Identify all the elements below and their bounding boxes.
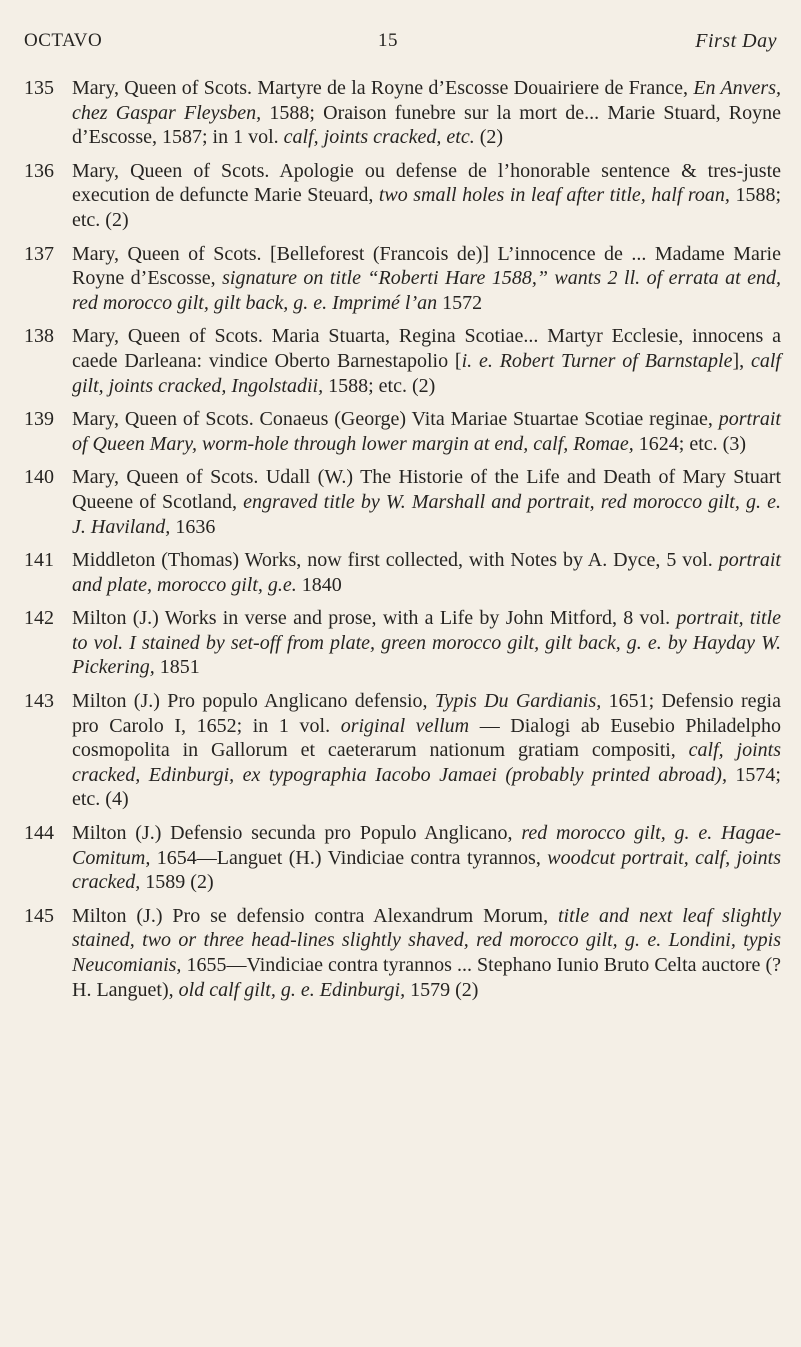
lot-entry [24, 689, 781, 812]
lot-number: 144 [24, 822, 54, 845]
lot-description-text: ], [732, 349, 751, 372]
lot-description-text: 1655—Vindiciae contra tyrannos ... Stephano Iunio Bruto Celta auctore (? H. Languet), [72, 954, 781, 1001]
lot-description-italic: calf gilt, joints cracked, Ingolstadii, [72, 349, 781, 397]
lot-entry [24, 324, 781, 398]
lot-description [72, 465, 781, 539]
lot-description-text: Middleton (Thomas) Works, now first collected, with Notes by A. Dyce, 5 vol. [72, 549, 719, 572]
lot-description-text: Milton (J.) Pro populo Anglicano defensio, [72, 690, 435, 713]
lot-description-text: Mary, Queen of Scots. [Belleforest (Francois de)] L’innocence de ... Madame Marie Royne d’Escosse, [72, 242, 781, 290]
lot-entry [24, 606, 781, 680]
lot-description-text: 1651; Defensio regia pro Carolo I, 1652; in 1 vol. [72, 690, 781, 737]
lot-description-italic: portrait of Queen Mary, worm-hole through lower margin at end, calf, Romae, [72, 408, 781, 455]
lot-description-italic: calf, joints cracked, etc. [283, 126, 475, 149]
lot-description-italic: calf, joints cracked, Edinburgi, ex typographia Iacobo Jamaei (probably printed abroad), [72, 739, 781, 786]
lot-description [72, 407, 781, 456]
lot-description-italic: portrait, title to vol. I stained by set-off from plate, green morocco gilt, gilt back, g. e. by Hayday W. Pickering, [72, 607, 781, 679]
lot-description-italic: title and next leaf slightly stained, two or three head-lines slightly shaved, red morocco gilt, g. e. Londini, typis Neucomianis, [72, 904, 781, 976]
page-number: 15 [378, 30, 398, 51]
lot-description [72, 904, 781, 1002]
lot-entry [24, 242, 781, 316]
lot-description-text: 1624; etc. (3) [633, 432, 746, 455]
lot-description-text: 1574; etc. (4) [72, 763, 781, 811]
lot-description-text: 1588; etc. (2) [323, 374, 436, 397]
lot-description-text: Milton (J.) Works in verse and prose, with a Life by John Mitford, 8 vol. [72, 607, 677, 630]
lot-description-text: 1636 [170, 515, 216, 538]
lot-number: 139 [24, 408, 54, 431]
lot-entry [24, 465, 781, 539]
lot-entry [24, 821, 781, 895]
lot-description-text: Mary, Queen of Scots. Apologie ou defense de l’honorable sentence & tres-juste execution de defuncte Marie Steuard, [72, 159, 781, 207]
lot-number: 143 [24, 690, 54, 713]
lot-entry [24, 904, 781, 1002]
lot-description-italic: old calf gilt, g. e. Edinburgi, [178, 978, 406, 1001]
lot-description-italic: portrait and plate, morocco gilt, g.e. [72, 549, 781, 596]
page-header [24, 30, 777, 60]
lot-description-text: Mary, Queen of Scots. Conaeus (George) Vita Mariae Stuartae Scotiae reginae, [72, 408, 719, 431]
lot-description [72, 324, 781, 398]
lot-entry [24, 548, 781, 597]
lot-description-text: 1572 [437, 291, 483, 314]
lot-entry [24, 76, 781, 150]
lot-description-italic: two small holes in leaf after title, half roan, [378, 184, 730, 207]
lot-description-text: 1851 [154, 656, 200, 679]
lot-description-italic: red morocco gilt, g. e. Hagae-Comitum, [72, 822, 781, 869]
lot-description [72, 76, 781, 150]
lot-number: 135 [24, 77, 54, 99]
lot-description-text: 1589 (2) [140, 871, 214, 894]
lot-description-text: Milton (J.) Defensio secunda pro Populo Anglicano, [72, 822, 522, 845]
sale-day-label: First Day [695, 30, 777, 52]
lot-description-italic: En Anvers, chez Gaspar Fleysben, [72, 77, 781, 124]
lot-description-italic: engraved title by W. Marshall and portrait, red morocco gilt, g. e. J. Haviland, [72, 490, 781, 538]
lot-number: 142 [24, 607, 54, 630]
lot-list [24, 76, 781, 1011]
lot-description-text: Mary, Queen of Scots. Maria Stuarta, Regina Scotiae... Martyr Ecclesie, innocens a caede Darleana: vindice Oberto Barnestapolio [ [72, 325, 781, 372]
lot-description [72, 689, 781, 812]
lot-number: 141 [24, 549, 54, 572]
lot-description-text: Mary, Queen of Scots. Udall (W.) The Historie of the Life and Death of Mary Stuart Queene of Scotland, [72, 466, 781, 513]
lot-description-italic: signature on title “Roberti Hare 1588,” wants 2 ll. of errata at end, red morocco gilt, gilt back, g. e. [72, 267, 781, 314]
lot-description-text: (2) [474, 126, 504, 149]
lot-description [72, 548, 781, 597]
lot-description-text: 1579 (2) [405, 978, 479, 1001]
lot-description-text: 1654—Languet (H.) Vindiciae contra tyrannos, [150, 846, 548, 869]
lot-description-italic: woodcut portrait, calf, joints cracked, [72, 846, 781, 894]
lot-number: 136 [24, 159, 54, 182]
lot-description [72, 159, 781, 233]
lot-description [72, 242, 781, 316]
lot-description-text: 1840 [296, 573, 342, 596]
lot-description-text: Mary, Queen of Scots. Martyre de la Royne d’Escosse Douairiere de France, [72, 77, 694, 99]
lot-number: 138 [24, 325, 54, 348]
lot-description-text: Milton (J.) Pro se defensio contra Alexandrum Morum, [72, 904, 558, 927]
lot-description-text: 1588; etc. (2) [72, 184, 781, 231]
lot-description-text: — Dialogi ab Eusebio Philadelpho cosmopolita in Gallorum et caeterarum nationum gratiam compositi, [72, 714, 781, 762]
lot-description-italic: Typis Du Gardianis, [434, 690, 602, 713]
format-label: OCTAVO [24, 30, 103, 51]
lot-description [72, 606, 781, 680]
lot-description-text: 1588; Oraison funebre sur la mort de... Marie Stuard, Royne d’Escosse, 1587; in 1 vol. [72, 101, 781, 149]
lot-description-italic: original vellum [340, 714, 470, 737]
lot-number: 137 [24, 242, 54, 265]
lot-number: 145 [24, 904, 54, 927]
lot-description [72, 821, 781, 895]
lot-number: 140 [24, 466, 54, 489]
lot-description-italic: Imprimé l’an [332, 291, 438, 314]
lot-entry [24, 159, 781, 233]
lot-description-italic: i. e. Robert Turner of Barnstaple [461, 349, 733, 372]
lot-entry [24, 407, 781, 456]
